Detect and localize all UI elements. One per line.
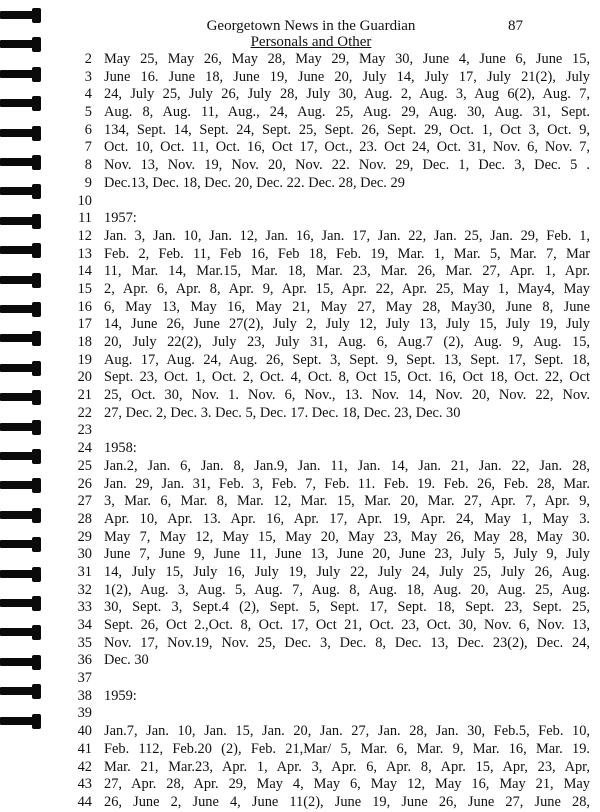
text-line bbox=[72, 635, 590, 653]
text-line bbox=[72, 228, 590, 246]
line-number: 40 bbox=[77, 723, 92, 740]
line-text: Oct. 10, Oct. 11, Oct. 16, Oct 17, Oct., 23. Oct 24, Oct. 31, Nov. 6, Nov. 7, bbox=[104, 139, 590, 156]
line-text: 25, Oct. 30, Nov. 1. Nov. 6, Nov., 13. Nov. 14, Nov. 20, Nov. 22, Nov. bbox=[104, 387, 590, 404]
line-number: 41 bbox=[77, 740, 92, 757]
line-list bbox=[72, 51, 590, 812]
line-number: 4 bbox=[84, 86, 92, 103]
line-text: 3, Mar. 6, Mar. 8, Mar. 12, Mar. 15, Mar. 20, Mar. 27, Apr. 7, Apr. 9, bbox=[104, 493, 590, 510]
line-text: Aug. 17, Aug. 24, Aug. 26, Sept. 3, Sept. 9, Sept. 13, Sept. 17, Sept. 18, bbox=[104, 351, 590, 368]
text-line bbox=[72, 246, 590, 264]
line-number: 14 bbox=[77, 263, 92, 280]
text-line bbox=[72, 688, 590, 706]
text-line bbox=[72, 741, 590, 759]
line-number: 43 bbox=[77, 776, 92, 793]
line-number: 42 bbox=[77, 758, 92, 775]
text-line bbox=[72, 776, 590, 794]
text-line bbox=[72, 705, 590, 723]
header-subtitle: Personals and Other bbox=[250, 34, 372, 50]
line-number: 20 bbox=[77, 369, 92, 386]
line-text: Jan.7, Jan. 10, Jan. 15, Jan. 20, Jan. 27, Jan. 28, Jan. 30, Feb.5, Feb. 10, bbox=[104, 723, 590, 740]
text-line bbox=[72, 759, 590, 777]
line-text: May 25, May 26, May 28, May 29, May 30, June 4, June 6, June 15, bbox=[104, 51, 590, 67]
line-number: 10 bbox=[77, 192, 92, 209]
line-number: 29 bbox=[77, 528, 92, 545]
line-text: Sept. 26, Oct 2.,Oct. 8, Oct. 17, Oct 21, Oct. 23, Oct. 30, Nov. 6, Nov. 13, bbox=[104, 617, 590, 633]
text-line bbox=[72, 529, 590, 547]
line-text: 11, Mar. 14, Mar.15, Mar. 18, Mar. 23, Mar. 26, Mar. 27, Apr. 1, Apr. bbox=[104, 263, 590, 280]
line-number: 36 bbox=[77, 652, 92, 669]
line-text: 20, July 22(2), July 23, July 31, Aug. 6, Aug.7 (2), Aug. 9, Aug. 15, bbox=[104, 334, 590, 350]
line-text: Jan.2, Jan. 6, Jan. 8, Jan.9, Jan. 11, Jan. 14, Jan. 21, Jan. 22, Jan. 28, bbox=[104, 457, 590, 474]
line-number: 30 bbox=[77, 546, 92, 563]
page-number: 87 bbox=[508, 18, 523, 34]
line-number: 9 bbox=[84, 174, 92, 191]
binding-coil bbox=[0, 537, 42, 553]
text-line bbox=[72, 175, 590, 193]
line-number: 27 bbox=[77, 493, 92, 510]
line-number: 16 bbox=[77, 298, 92, 315]
line-number: 34 bbox=[77, 617, 92, 633]
text-line bbox=[72, 139, 590, 157]
text-line bbox=[72, 104, 590, 122]
text-line bbox=[72, 794, 590, 812]
text-line bbox=[72, 405, 590, 423]
line-number: 38 bbox=[77, 687, 92, 704]
binding-coil bbox=[0, 67, 42, 83]
line-text: Feb. 112, Feb.20 (2), Feb. 21,Mar/ 5, Mar. 6, Mar. 9, Mar. 16, Mar. 19. bbox=[104, 740, 590, 757]
line-text: 24, July 25, July 26, July 28, July 30, Aug. 2, Aug. 3, Aug 6(2), Aug. 7, bbox=[104, 86, 590, 103]
line-number: 39 bbox=[77, 705, 92, 722]
text-line bbox=[72, 210, 590, 228]
line-text: 134, Sept. 14, Sept. 24, Sept. 25, Sept. 26, Sept. 29, Oct. 1, Oct 3, Oct. 9, bbox=[104, 121, 590, 138]
binding-coil bbox=[0, 655, 42, 671]
line-number: 21 bbox=[77, 387, 92, 404]
text-line bbox=[72, 493, 590, 511]
text-line bbox=[72, 652, 590, 670]
line-number: 37 bbox=[77, 670, 92, 687]
binding-coil bbox=[0, 684, 42, 700]
text-line bbox=[72, 387, 590, 405]
binding-coil bbox=[0, 302, 42, 318]
line-text: June 16. June 18, June 19, June 20, July 14, July 17, July 21(2), July bbox=[104, 68, 590, 85]
binding-coil bbox=[0, 714, 42, 730]
line-number: 28 bbox=[77, 510, 92, 527]
text-line bbox=[72, 263, 590, 281]
binding-coil bbox=[0, 420, 42, 436]
text-line bbox=[72, 193, 590, 211]
line-text: May 7, May 12, May 15, May 20, May 23, May 26, May 28, May 30. bbox=[104, 528, 590, 545]
text-line bbox=[72, 352, 590, 370]
line-text: 1957: bbox=[104, 210, 137, 227]
line-number: 18 bbox=[77, 334, 92, 350]
line-number: 13 bbox=[77, 245, 92, 262]
line-number: 6 bbox=[84, 121, 92, 138]
text-line bbox=[72, 511, 590, 529]
page-header bbox=[200, 18, 422, 50]
binding-coil bbox=[0, 96, 42, 112]
line-text: 2, Apr. 6, Apr. 8, Apr. 9, Apr. 15, Apr. 22, Apr. 25, May 1, May4, May bbox=[104, 280, 590, 297]
line-text: 27, Dec. 2, Dec. 3. Dec. 5, Dec. 17. Dec. 18, Dec. 23, Dec. 30 bbox=[104, 404, 461, 421]
text-line bbox=[72, 546, 590, 564]
line-text: Mar. 21, Mar.23, Apr. 1, Apr. 3, Apr. 6, Apr. 8, Apr. 15, Apr, 23, Apr, bbox=[104, 758, 590, 775]
text-line bbox=[72, 281, 590, 299]
line-text: 14, July 15, July 16, July 19, July 22, July 24, July 25, July 26, Aug. bbox=[104, 563, 590, 580]
text-line bbox=[72, 299, 590, 317]
line-number: 3 bbox=[84, 68, 92, 85]
binding-coil bbox=[0, 596, 42, 612]
line-text: 1959: bbox=[104, 687, 137, 704]
line-text: Nov. 13, Nov. 19, Nov. 20, Nov. 22. Nov. 29, Dec. 1, Dec. 3, Dec. 5 . bbox=[104, 157, 590, 174]
text-line bbox=[72, 157, 590, 175]
line-number: 35 bbox=[77, 634, 92, 651]
binding-coil bbox=[0, 126, 42, 142]
spiral-binding bbox=[0, 0, 46, 739]
line-number: 5 bbox=[84, 104, 92, 121]
line-text: 30, Sept. 3, Sept.4 (2), Sept. 5, Sept. 17, Sept. 18, Sept. 23, Sept. 25, bbox=[104, 599, 590, 616]
line-number: 44 bbox=[77, 793, 92, 810]
text-line bbox=[72, 458, 590, 476]
line-text: Nov. 17, Nov.19, Nov. 25, Dec. 3, Dec. 8, Dec. 13, Dec. 23(2), Dec. 24, bbox=[104, 634, 590, 651]
line-text: 14, June 26, June 27(2), July 2, July 12, July 13, July 15, July 19, July bbox=[104, 316, 590, 333]
text-line bbox=[72, 334, 590, 352]
binding-coil bbox=[0, 37, 42, 53]
binding-coil bbox=[0, 214, 42, 230]
line-text: Apr. 10, Apr. 13. Apr. 16, Apr. 17, Apr. 19, Apr. 24, May 1, May 3. bbox=[104, 510, 590, 527]
line-text: 6, May 13, May 16, May 21, May 27, May 28, May30, June 8, June bbox=[104, 298, 590, 315]
text-line bbox=[72, 582, 590, 600]
binding-coil bbox=[0, 567, 42, 583]
binding-coil bbox=[0, 155, 42, 171]
binding-coil bbox=[0, 478, 42, 494]
line-text: Dec.13, Dec. 18, Dec. 20, Dec. 22. Dec. 28, Dec. 29 bbox=[104, 174, 405, 191]
text-line bbox=[72, 440, 590, 458]
line-text: Sept. 23, Oct. 1, Oct. 2, Oct. 4, Oct. 8, Oct 15, Oct. 16, Oct 18, Oct. 22, Oct bbox=[104, 369, 590, 386]
binding-coil bbox=[0, 331, 42, 347]
line-number: 17 bbox=[77, 316, 92, 333]
binding-coil bbox=[0, 625, 42, 641]
binding-coil bbox=[0, 390, 42, 406]
text-line bbox=[72, 670, 590, 688]
text-line bbox=[72, 122, 590, 140]
header-title: Georgetown News in the Guardian bbox=[206, 18, 416, 34]
text-line bbox=[72, 86, 590, 104]
text-line bbox=[72, 369, 590, 387]
line-number: 12 bbox=[77, 227, 92, 244]
line-number: 15 bbox=[77, 280, 92, 297]
text-line bbox=[72, 617, 590, 635]
line-text: 26, June 2, June 4, June 11(2), June 19, June 26, June 27, June 28, bbox=[104, 793, 590, 810]
binding-coil bbox=[0, 361, 42, 377]
line-text: 27, Apr. 28, Apr. 29, May 4, May 6, May 12, May 16, May 21, May bbox=[104, 776, 590, 793]
line-number: 2 bbox=[84, 51, 92, 67]
line-number: 24 bbox=[77, 440, 92, 457]
binding-coil bbox=[0, 8, 42, 24]
binding-coil bbox=[0, 273, 42, 289]
line-number: 22 bbox=[77, 404, 92, 421]
line-number: 11 bbox=[78, 210, 92, 227]
text-line bbox=[72, 316, 590, 334]
text-line bbox=[72, 723, 590, 741]
line-text: June 7, June 9, June 11, June 13, June 20, June 23, July 5, July 9, July bbox=[104, 546, 590, 563]
line-number: 23 bbox=[77, 422, 92, 439]
line-text: 1(2), Aug. 3, Aug. 5, Aug. 7, Aug. 8, Aug. 18, Aug. 20, Aug. 25, Aug. bbox=[104, 581, 590, 598]
line-text: Jan. 29, Jan. 31, Feb. 3, Feb. 7, Feb. 11. Feb. 19. Feb. 26, Feb. 28, Mar. bbox=[104, 475, 590, 492]
text-line bbox=[72, 599, 590, 617]
binding-coil bbox=[0, 184, 42, 200]
line-number: 31 bbox=[77, 563, 92, 580]
line-number: 8 bbox=[84, 157, 92, 174]
line-number: 25 bbox=[77, 457, 92, 474]
line-text: 1958: bbox=[104, 440, 137, 457]
binding-coil bbox=[0, 243, 42, 259]
binding-coil bbox=[0, 449, 42, 465]
text-line bbox=[72, 564, 590, 582]
line-number: 7 bbox=[84, 139, 92, 156]
text-line bbox=[72, 422, 590, 440]
text-line bbox=[72, 69, 590, 87]
line-number: 26 bbox=[77, 475, 92, 492]
line-text: Jan. 3, Jan. 10, Jan. 12, Jan. 16, Jan. 17, Jan. 22, Jan. 25, Jan. 29, Feb. 1, bbox=[104, 227, 590, 244]
line-number: 19 bbox=[77, 351, 92, 368]
line-text: Dec. 30 bbox=[104, 652, 149, 669]
text-line bbox=[72, 51, 590, 69]
binding-coil bbox=[0, 508, 42, 524]
line-text: Aug. 8, Aug. 11, Aug., 24, Aug. 25, Aug. 29, Aug. 30, Aug. 31, Sept. bbox=[104, 104, 590, 121]
text-line bbox=[72, 476, 590, 494]
line-number: 32 bbox=[77, 581, 92, 598]
line-text: Feb. 2, Feb. 11, Feb 16, Feb 18, Feb. 19, Mar. 1, Mar. 5, Mar. 7, Mar bbox=[104, 245, 590, 262]
line-number: 33 bbox=[77, 599, 92, 616]
